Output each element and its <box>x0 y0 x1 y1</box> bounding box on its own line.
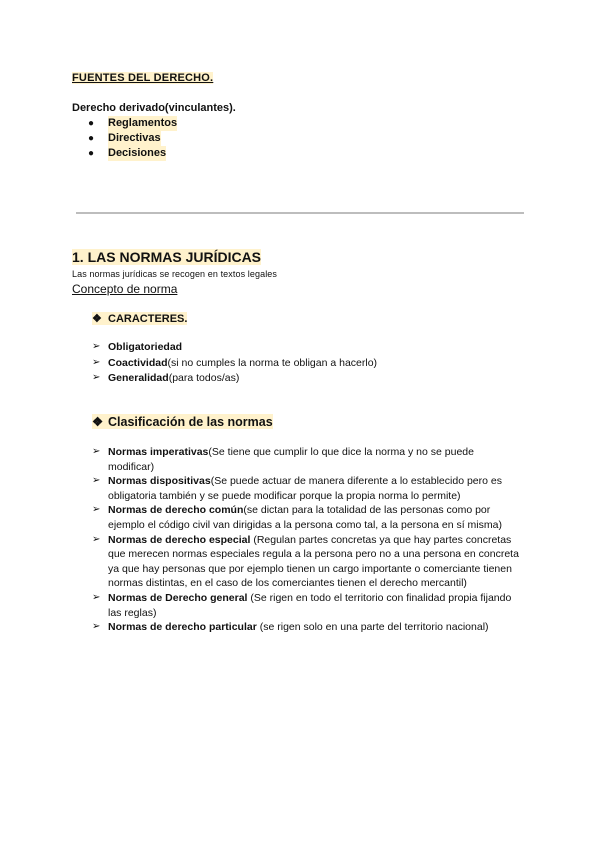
arrow-bullet-icon: ➢ <box>92 341 101 352</box>
list-item: ➢ Coactividad(si no cumples la norma te obligan a hacerlo) <box>92 356 412 372</box>
list-item: ➢ Normas de Derecho general (Se rigen en todo el territorio con finalidad propia fijando las reglas) <box>92 591 512 619</box>
arrow-bullet-icon: ➢ <box>92 356 101 368</box>
list-item: ➢ Normas de derecho particular (se rigen solo en una parte del territorio nacional) <box>92 621 489 634</box>
arrow-bullet-icon: ➢ <box>92 504 101 516</box>
document-heading: FUENTES DEL DERECHO. <box>72 72 214 84</box>
list-item: ➢ Normas de derecho común(se dictan para la totalidad de las personas como por ejemplo el código civil van dirigidas a la persona como tal, a la persona en sí misma) <box>92 504 502 531</box>
arrow-bullet-icon: ➢ <box>92 591 101 603</box>
list-item: ➢ Normas de derecho especial (Regulan partes concretas ya que hay partes concretas que merecen normas especiales regula a la persona pero no a una persona en concreta ya que hay personas que por ejemplo tienen un cargo importante o comerciante tienen normas distintas, en el caso de los comerciantes tienen el derecho mercantil) <box>92 533 519 590</box>
clasificacion-list <box>92 445 522 635</box>
list-item: ➢ Generalidad(para todos/as) <box>92 371 412 387</box>
list-item: ➢ Normas dispositivas(Se puede actuar de manera diferente a lo establecido pero es obligatoria también y se puede modificar porque la propia norma lo permite) <box>92 475 502 502</box>
concept-heading: Concepto de norma <box>72 282 178 296</box>
derivado-list <box>88 116 177 161</box>
arrow-bullet-icon: ➢ <box>92 372 101 383</box>
list-item: ➢ Normas imperativas(Se tiene que cumplir lo que dice la norma y no se puede modificar) <box>92 446 474 473</box>
arrow-bullet-icon: ➢ <box>92 533 101 545</box>
arrow-bullet-icon: ➢ <box>92 446 101 457</box>
section-subtitle: Las normas jurídicas se recogen en textos legales <box>72 269 278 279</box>
bullet-icon: ● <box>88 148 95 159</box>
list-item: ➢ Obligatoriedad <box>92 340 412 356</box>
section-title: 1. LAS NORMAS JURÍDICAS <box>72 249 262 265</box>
caracteres-heading: ❖ CARACTERES. <box>92 312 188 325</box>
caracteres-list <box>92 340 412 387</box>
list-item: ● Decisiones <box>88 147 167 159</box>
list-item: ● Reglamentos <box>88 117 178 129</box>
diamond-bullet-icon: ❖ <box>92 415 104 429</box>
bullet-icon: ● <box>88 133 95 144</box>
arrow-bullet-icon: ➢ <box>92 475 101 487</box>
list-item: ● Directivas <box>88 132 161 144</box>
derivado-label: Derecho derivado(vinculantes). <box>72 102 236 114</box>
arrow-bullet-icon: ➢ <box>92 621 101 633</box>
diamond-bullet-icon: ❖ <box>92 313 102 325</box>
bullet-icon: ● <box>88 118 95 129</box>
horizontal-divider <box>76 212 524 214</box>
clasificacion-heading: ❖ Clasificación de las normas <box>92 414 273 429</box>
